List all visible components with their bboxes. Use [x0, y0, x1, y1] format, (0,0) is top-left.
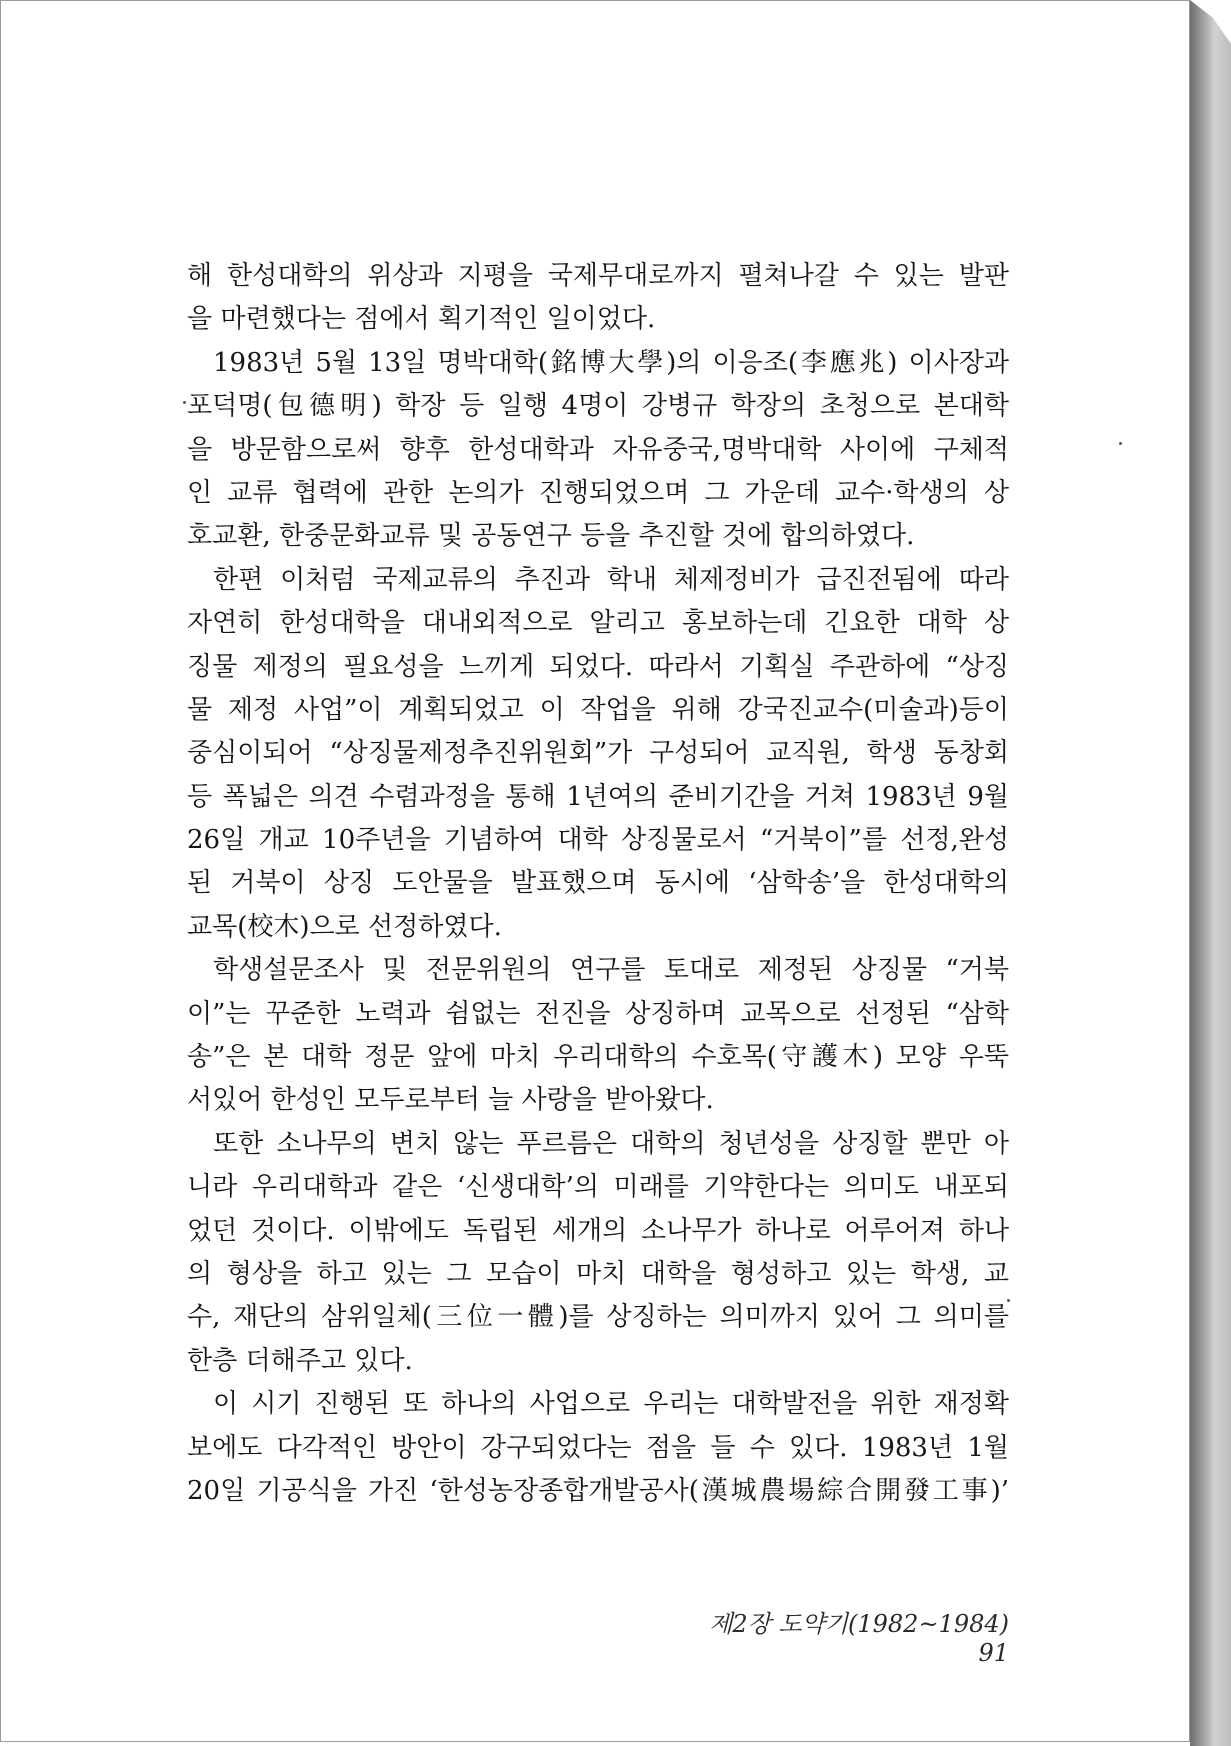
text-line: 니라 우리대학과 같은 ‘신생대학’의 미래를 기약한다는 의미도 내포되: [187, 1172, 1009, 1203]
text-line: 송”은 본 대학 정문 앞에 마치 우리대학의 수호목(守護木) 모양 우뚝: [187, 1042, 1009, 1073]
text-line: 호교환, 한중문화교류 및 공동연구 등을 추진할 것에 합의하였다.: [187, 521, 915, 552]
text-line: 학생설문조사 및 전문위원의 연구를 토대로 제정된 상징물 “거북: [213, 955, 1009, 986]
text-line: 을 마련했다는 점에서 획기적인 일이었다.: [187, 304, 656, 335]
text-line: 이 시기 진행된 또 하나의 사업으로 우리는 대학발전을 위한 재정확: [213, 1389, 1009, 1420]
text-line: 또한 소나무의 변치 않는 푸르름은 대학의 청년성을 상징할 뿐만 아: [213, 1128, 1009, 1159]
body-text: [187, 255, 1009, 1513]
scan-speck: [1007, 1299, 1010, 1302]
page-edge-shadow: [1190, 0, 1231, 1746]
scan-speck: [1119, 442, 1122, 445]
text-line: 물 제정 사업”이 계획되었고 이 작업을 위해 강국진교수(미술과)등이: [187, 694, 1009, 725]
text-line: 교목(校木)으로 선정하였다.: [187, 911, 502, 942]
text-line: 한편 이처럼 국제교류의 추진과 학내 체제정비가 급진전됨에 따라: [213, 564, 1009, 595]
text-line: 의 형상을 하고 있는 그 모습이 마치 대학을 형성하고 있는 학생, 교: [187, 1258, 1009, 1289]
text-line: 자연히 한성대학을 대내외적으로 알리고 홍보하는데 긴요한 대학 상: [187, 608, 1009, 639]
text-line: 20일 기공식을 가진 ‘한성농장종합개발공사(漢城農場綜合開發工事)’: [187, 1475, 1009, 1506]
text-line: 었던 것이다. 이밖에도 독립된 세개의 소나무가 하나로 어루어져 하나: [187, 1215, 1009, 1246]
text-line: 인 교류 협력에 관한 논의가 진행되었으며 그 가운데 교수·학생의 상: [187, 477, 1009, 508]
text-line: 서있어 한성인 모두로부터 늘 사랑을 받아왔다.: [187, 1085, 714, 1116]
text-line: 포덕명(包德明) 학장 등 일행 4명이 강병규 학장의 초청으로 본대학: [187, 391, 1009, 422]
text-line: 된 거북이 상징 도안물을 발표했으며 동시에 ‘삼학송’을 한성대학의: [187, 868, 1009, 899]
text-line: 을 방문함으로써 향후 한성대학과 자유중국,명박대학 사이에 구체적: [187, 434, 1009, 465]
text-line: 이”는 꾸준한 노력과 쉼없는 전진을 상징하며 교목으로 선정된 “삼학: [187, 998, 1009, 1029]
scan-speck: [183, 401, 186, 404]
page-footer: 제2장 도약기(1982~1984) 91: [709, 1610, 1009, 1667]
text-line: 징물 제정의 필요성을 느끼게 되었다. 따라서 기획실 주관하에 “상징: [187, 651, 1009, 682]
text-line: 중심이되어 “상징물제정추진위원회”가 구성되어 교직원, 학생 동창회: [187, 738, 1009, 769]
text-line: 해 한성대학의 위상과 지평을 국제무대로까지 펼쳐나갈 수 있는 발판: [187, 261, 1009, 291]
text-line: 한층 더해주고 있다.: [187, 1345, 413, 1376]
text-line: 등 폭넓은 의견 수렴과정을 통해 1년여의 준비기간을 거쳐 1983년 9월: [187, 781, 1009, 812]
text-line: 26일 개교 10주년을 기념하여 대학 상징물로서 “거북이”를 선정,완성: [187, 825, 1009, 856]
text-line: 1983년 5월 13일 명박대학(銘博大學)의 이응조(李應兆) 이사장과: [213, 347, 1009, 378]
text-line: 수, 재단의 삼위일체(三位一體)를 상징하는 의미까지 있어 그 의미를: [187, 1302, 1009, 1333]
text-line: 보에도 다각적인 방안이 강구되었다는 점을 들 수 있다. 1983년 1월: [187, 1432, 1009, 1463]
